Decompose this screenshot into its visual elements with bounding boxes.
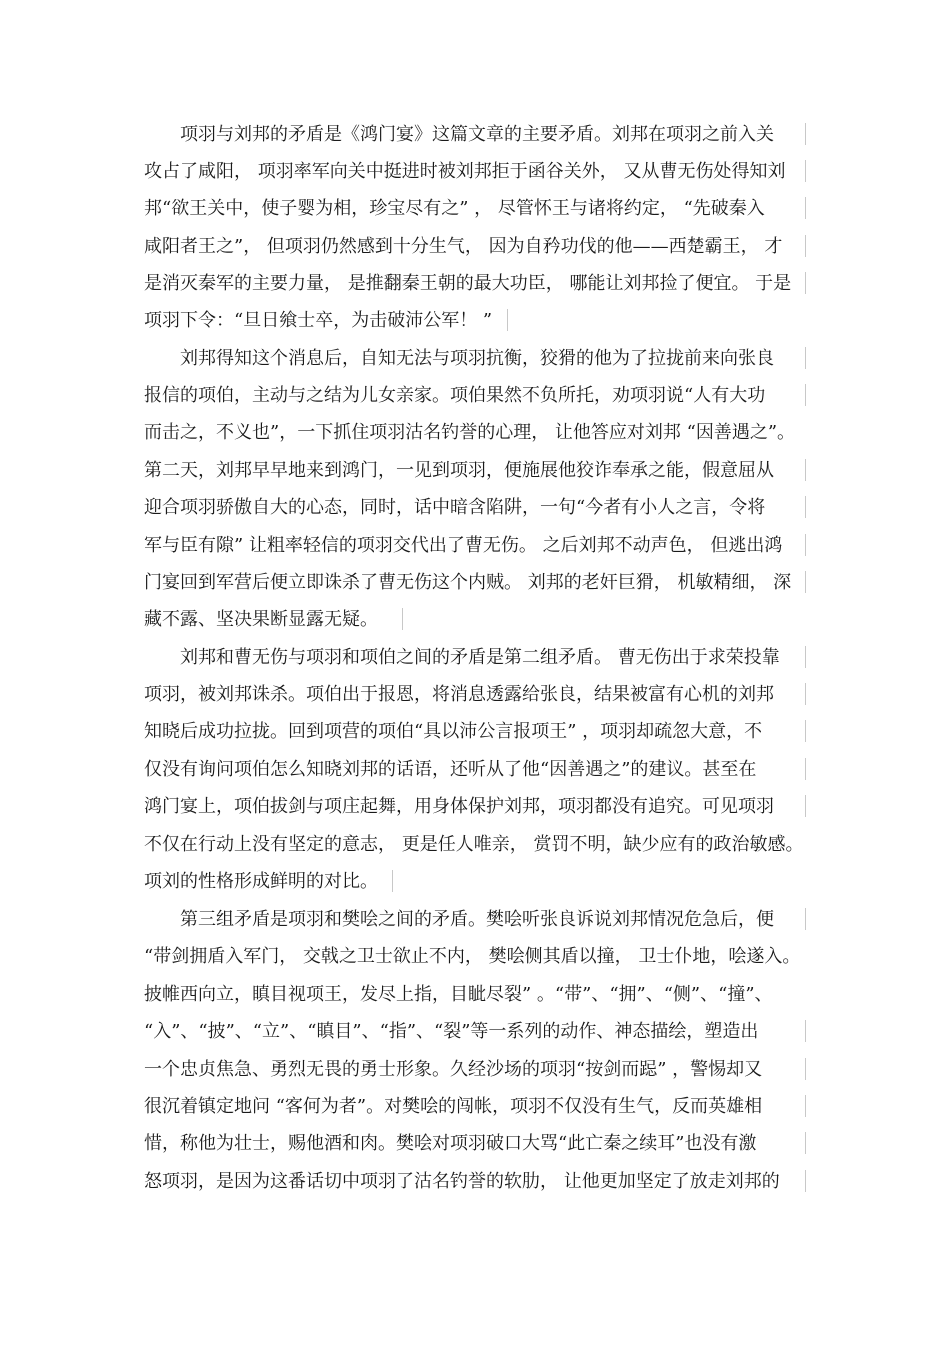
- paragraph-1-line-2: 攻占了咸阳， 项羽率军向关中挺进时被刘邦拒于函谷关外， 又从曹无伤处得知刘: [144, 161, 786, 182]
- paragraph-2-line-1: 刘邦得知这个消息后，自知无法与项羽抗衡，狡猾的他为了拉拢前来向张良: [180, 348, 774, 369]
- paragraph-3-line-5: 鸿门宴上，项伯拔剑与项庄起舞，用身体保护刘邦，项羽都没有追究。可见项羽: [144, 796, 774, 817]
- line-end-rule: [805, 683, 806, 705]
- line-end-rule: [805, 197, 806, 219]
- paragraph-2-line-4: 第二天，刘邦早早地来到鸿门，一见到项羽，便施展他狡诈奉承之能，假意屈从: [144, 460, 774, 481]
- paragraph-2-line-5: 迎合项羽骄傲自大的心态，同时，话中暗含陷阱，一句“今者有小人之言，令将: [144, 497, 766, 518]
- paragraph-2-line-7: 门宴回到军营后便立即诛杀了曹无伤这个内贼。 刘邦的老奸巨猾， 机敏精细， 深: [144, 572, 792, 593]
- line-end-rule: [805, 160, 806, 182]
- line-end-rule: [805, 534, 806, 556]
- line-end-rule: [805, 235, 806, 257]
- line-end-rule: [805, 646, 806, 668]
- paragraph-3-line-6: 不仅在行动上没有坚定的意志， 更是任人唯亲， 赏罚不明，缺少应有的政治敏感。: [144, 834, 804, 855]
- paragraph-4-line-2: “带剑拥盾入军门， 交戟之卫士欲止不内， 樊哙侧其盾以撞， 卫士仆地，哙遂入。: [144, 946, 801, 967]
- paragraph-3-line-4: 仅没有询问项伯怎么知晓刘邦的话语，还听从了他“因善遇之”的建议。甚至在: [144, 759, 757, 780]
- paragraph-4-line-5: 一个忠贞焦急、勇烈无畏的勇士形象。久经沙场的项羽“按剑而跽” ，警惕却又: [144, 1059, 763, 1080]
- line-end-rule: [805, 1020, 806, 1042]
- paragraph-4-line-1: 第三组矛盾是项羽和樊哙之间的矛盾。樊哙听张良诉说刘邦情况危急后，便: [180, 909, 774, 930]
- paragraph-4-line-3: 披帷西向立，瞋目视项王，发尽上指，目眦尽裂” 。“带”、“拥”、“侧”、“撞”、: [144, 984, 773, 1005]
- line-end-rule: [402, 608, 403, 630]
- line-end-rule: [805, 1095, 806, 1117]
- line-end-rule: [805, 384, 806, 406]
- line-end-rule: [805, 571, 806, 593]
- line-end-rule: [507, 309, 508, 331]
- line-end-rule: [805, 1170, 806, 1192]
- paragraph-1-line-4: 咸阳者王之”， 但项羽仍然感到十分生气， 因为自矜功伐的他——西楚霸王， 才: [144, 236, 783, 257]
- line-end-rule: [805, 795, 806, 817]
- paragraph-4-line-7: 惜，称他为壮士，赐他酒和肉。樊哙对项羽破口大骂“此亡秦之续耳”也没有激: [144, 1133, 757, 1154]
- line-end-rule: [805, 758, 806, 780]
- paragraph-1-line-5: 是消灭秦军的主要力量， 是推翻秦王朝的最大功臣， 哪能让刘邦捡了便宜。 于是: [144, 273, 792, 294]
- line-end-rule: [805, 347, 806, 369]
- line-end-rule: [805, 1058, 806, 1080]
- line-end-rule: [805, 720, 806, 742]
- paragraph-1-line-1: 项羽与刘邦的矛盾是《鸿门宴》这篇文章的主要矛盾。刘邦在项羽之前入关: [180, 124, 774, 145]
- paragraph-3-line-3: 知晓后成功拉拢。回到项营的项伯“具以沛公言报项王” ，项羽却疏忽大意，不: [144, 721, 763, 742]
- line-end-rule: [805, 272, 806, 294]
- paragraph-1-line-3: 邦“欲王关中，使子婴为相，珍宝尽有之” ， 尽管怀王与诸将约定， “先破秦入: [144, 198, 765, 219]
- paragraph-3-line-2: 项羽，被刘邦诛杀。项伯出于报恩，将消息透露给张良，结果被富有心机的刘邦: [144, 684, 774, 705]
- line-end-rule: [392, 870, 393, 892]
- paragraph-4-line-8: 怒项羽，是因为这番话切中项羽了沽名钓誉的软肋， 让他更加坚定了放走刘邦的: [144, 1171, 780, 1192]
- paragraph-4-line-6: 很沉着镇定地问 “客何为者”。对樊哙的闯帐，项羽不仅没有生气，反而英雄相: [144, 1096, 763, 1117]
- paragraph-4-line-4: “入”、“披”、“立”、“瞋目”、“指”、“裂”等一系列的动作、神态描绘，塑造出: [144, 1021, 759, 1042]
- line-end-rule: [805, 496, 806, 518]
- paragraph-2-line-2: 报信的项伯，主动与之结为儿女亲家。项伯果然不负所托，劝项羽说“人有大功: [144, 385, 766, 406]
- paragraph-3-line-7: 项刘的性格形成鲜明的对比。: [144, 871, 378, 892]
- line-end-rule: [805, 123, 806, 145]
- paragraph-3-line-1: 刘邦和曹无伤与项羽和项伯之间的矛盾是第二组矛盾。 曹无伤出于求荣投靠: [180, 647, 780, 668]
- paragraph-2-line-8: 藏不露、坚决果断显露无疑。: [144, 609, 378, 630]
- paragraph-1-line-6: 项羽下令：“旦日飨士卒，为击破沛公军！ ”: [144, 310, 493, 331]
- paragraph-2-line-3: 而击之，不义也”，一下抓住项羽沽名钓誉的心理， 让他答应对刘邦 “因善遇之”。: [144, 422, 796, 443]
- line-end-rule: [805, 459, 806, 481]
- paragraph-2-line-6: 军与臣有隙” 让粗率轻信的项羽交代出了曹无伤。 之后刘邦不动声色， 但逃出鸿: [144, 535, 783, 556]
- line-end-rule: [805, 1132, 806, 1154]
- line-end-rule: [805, 908, 806, 930]
